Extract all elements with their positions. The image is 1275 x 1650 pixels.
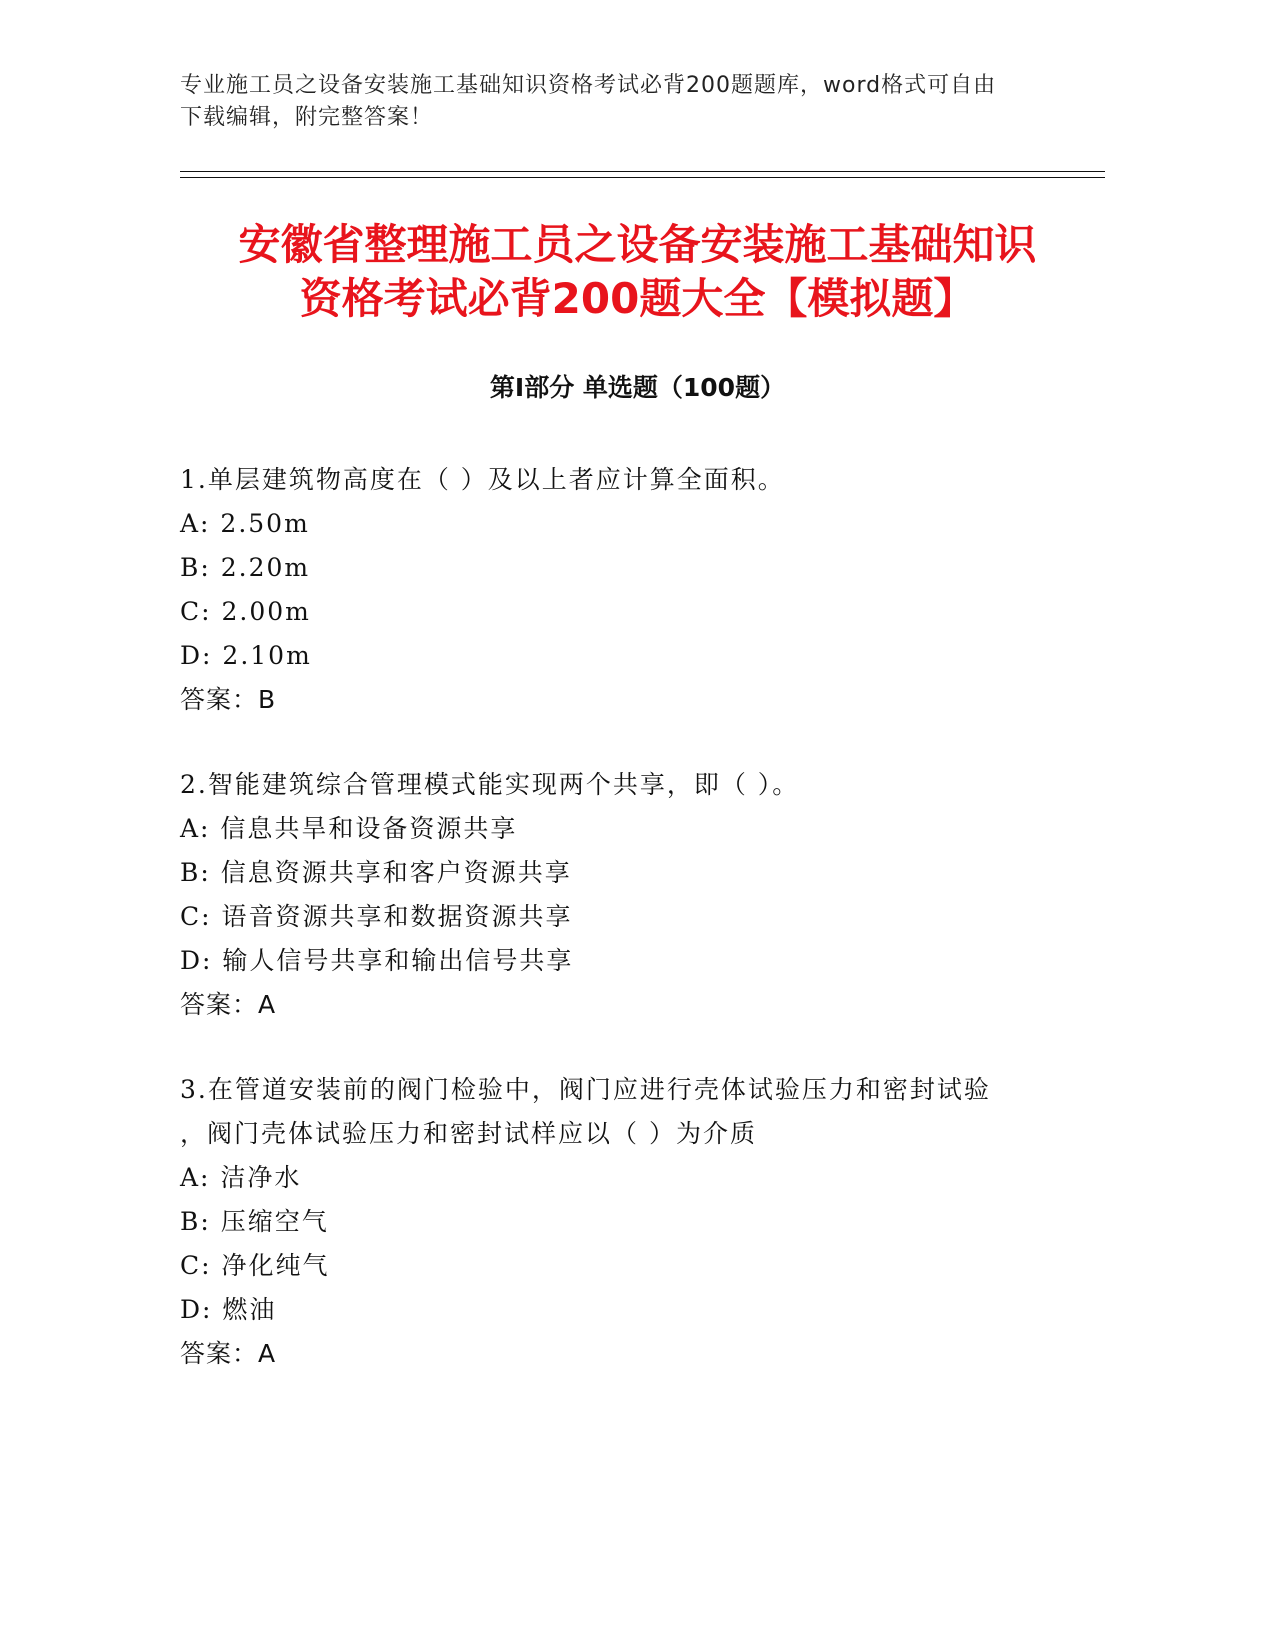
option-b: B: 压缩空气	[180, 1207, 329, 1236]
question-stem: 2.智能建筑综合管理模式能实现两个共享，即（ ）。	[180, 770, 800, 799]
question-stem: 1.单层建筑物高度在（ ）及以上者应计算全面积。	[180, 465, 785, 494]
option-d: D: 输人信号共享和输出信号共享	[180, 946, 574, 975]
document-title-line-1: 安徽省整理施工员之设备安装施工基础知识	[238, 220, 1037, 269]
header-divider-thin	[180, 171, 1105, 172]
question-block	[180, 458, 1100, 722]
header-note-line-2: 下载编辑，附完整答案！	[180, 105, 434, 130]
option-d: D: 燃油	[180, 1295, 277, 1324]
option-c: C: 2.00m	[180, 597, 311, 626]
question-block	[180, 1068, 1100, 1376]
option-a: A: 洁净水	[180, 1163, 302, 1192]
option-a: A: 2.50m	[180, 509, 310, 538]
option-a: A: 信息共旱和设备资源共享	[180, 814, 518, 843]
answer-line: 答案：B	[180, 685, 277, 714]
option-c: C: 净化纯气	[180, 1251, 330, 1280]
header-note-line-1: 专业施工员之设备安装施工基础知识资格考试必背200题题库，word格式可自由	[180, 73, 997, 98]
header-divider-thick	[180, 177, 1105, 178]
answer-line: 答案：A	[180, 1339, 277, 1368]
option-d: D: 2.10m	[180, 641, 312, 670]
option-b: B: 2.20m	[180, 553, 311, 582]
option-c: C: 语音资源共享和数据资源共享	[180, 902, 573, 931]
header-note	[180, 70, 1080, 134]
section-heading: 第Ⅰ部分 单选题（100题）	[489, 373, 786, 402]
document-title	[140, 218, 1135, 326]
document-title-line-2: 资格考试必背200题大全【模拟题】	[299, 274, 976, 323]
question-stem: 3.在管道安装前的阀门检验中，阀门应进行壳体试验压力和密封试验	[180, 1075, 991, 1104]
answer-line: 答案：A	[180, 990, 277, 1019]
question-block	[180, 763, 1100, 1027]
question-stem-continuation: ，阀门壳体试验压力和密封试样应以（ ）为介质	[180, 1119, 757, 1148]
option-b: B: 信息资源共享和客户资源共享	[180, 858, 572, 887]
